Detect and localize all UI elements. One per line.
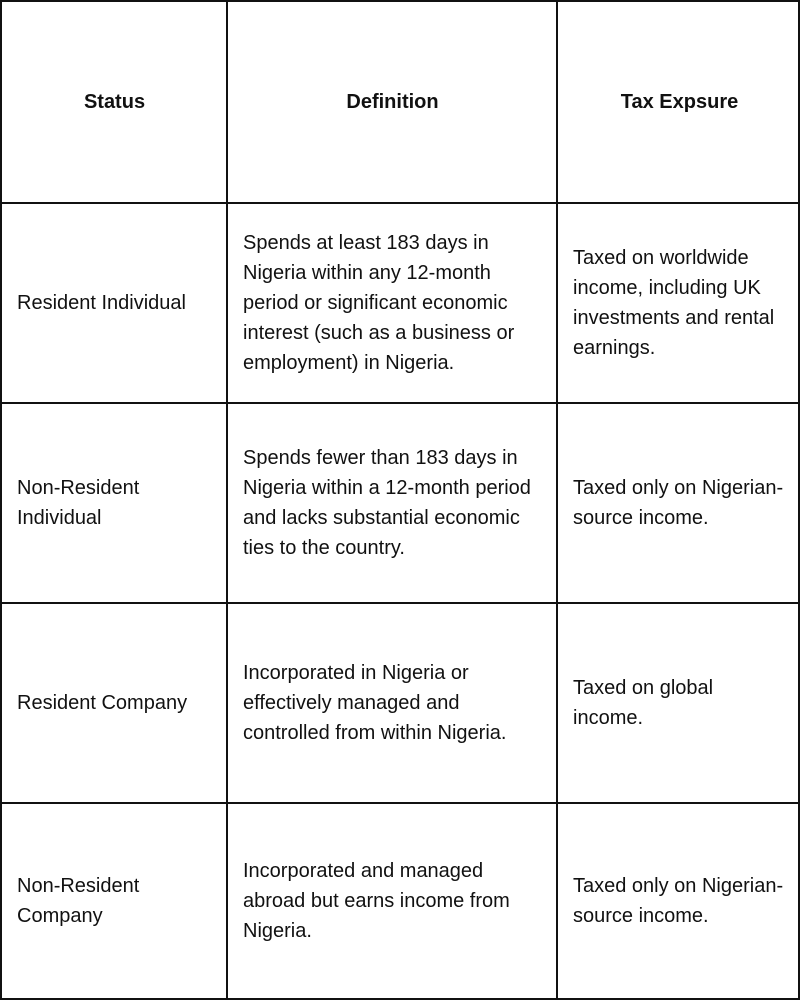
definition-cell — [226, 404, 556, 602]
header-tax-exposure — [556, 2, 798, 202]
header-status-label: Status — [83, 91, 146, 113]
table-row — [2, 602, 798, 802]
definition-text: Spends fewer than 183 days in Nigeria within a 12-month period and lacks substantial economic ties to the country. — [243, 447, 531, 559]
status-cell — [2, 604, 226, 802]
definition-text: Spends at least 183 days in Nigeria within any 12-month period or significant economic interest (such as a business or employment) in Nigeria. — [243, 232, 515, 374]
tax-exposure-text: Taxed on worldwide income, including UK investments and rental earnings. — [573, 247, 775, 359]
table-row — [2, 402, 798, 602]
definition-cell — [226, 804, 556, 998]
tax-exposure-text: Taxed only on Nigerian-source income. — [573, 875, 784, 927]
header-tax-exposure-label: Tax Expsure — [620, 91, 739, 113]
tax-exposure-cell — [556, 604, 798, 802]
status-cell — [2, 804, 226, 998]
tax-exposure-cell — [556, 404, 798, 602]
tax-exposure-text: Taxed only on Nigerian-source income. — [573, 477, 784, 529]
status-text: Non-Resident Company — [17, 875, 140, 927]
tax-exposure-cell — [556, 204, 798, 402]
definition-text: Incorporated and managed abroad but earns income from Nigeria. — [243, 860, 510, 942]
header-definition — [226, 2, 556, 202]
status-text: Resident Individual — [17, 292, 186, 314]
table-row — [2, 202, 798, 402]
definition-text: Incorporated in Nigeria or effectively managed and controlled from within Nigeria. — [243, 662, 507, 744]
header-definition-label: Definition — [346, 91, 439, 113]
status-cell — [2, 404, 226, 602]
definition-cell — [226, 204, 556, 402]
tax-exposure-cell — [556, 804, 798, 998]
table-row — [2, 802, 798, 998]
table-header-row — [2, 2, 798, 202]
status-text: Resident Company — [17, 692, 188, 714]
status-text: Non-Resident Individual — [17, 477, 140, 529]
header-status — [2, 2, 226, 202]
tax-exposure-text: Taxed on global income. — [573, 677, 714, 729]
definition-cell — [226, 604, 556, 802]
status-cell — [2, 204, 226, 402]
